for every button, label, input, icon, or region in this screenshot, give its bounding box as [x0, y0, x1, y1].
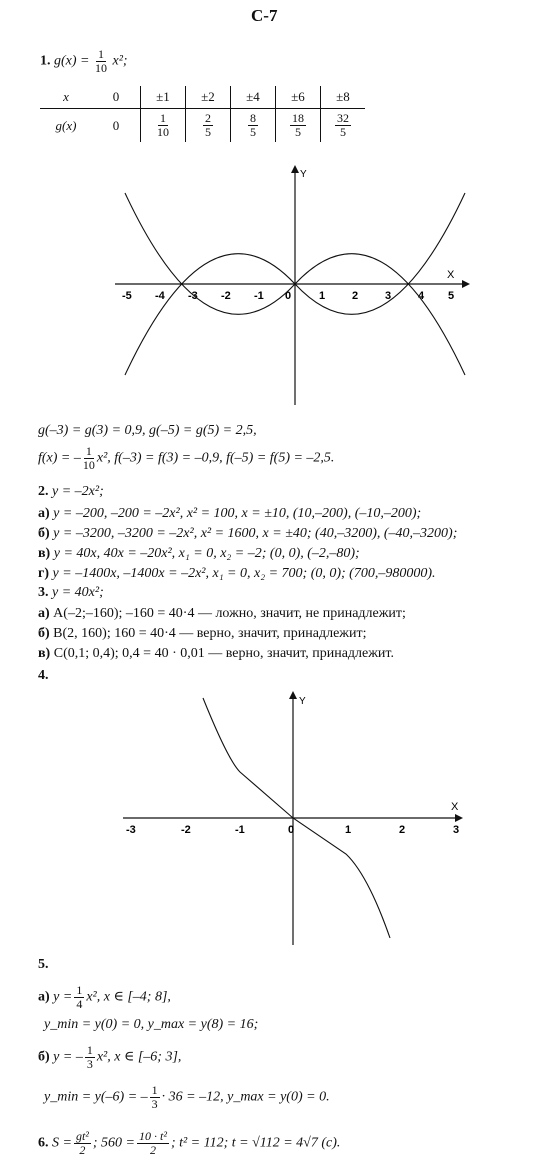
parabola-graph: [110, 165, 470, 410]
x-tick-label: -3: [126, 824, 136, 836]
x-axis-label: X: [447, 269, 455, 281]
table-g-cell: $\frac{32}{5}$: [337, 111, 349, 139]
problem-1-number: 1.: [40, 53, 51, 69]
x-axis-arrow: [455, 814, 463, 822]
problem-1-function: [40, 48, 128, 75]
values-table: [40, 86, 365, 142]
table-g-cell: $\frac{8}{5}$: [231, 109, 276, 143]
table-g-cell: $\frac{18}{5}$: [276, 109, 321, 143]
x-tick-label: 2: [399, 824, 406, 836]
func-left: g(x) =: [54, 53, 90, 69]
func-right: x²;: [112, 53, 128, 69]
x-tick-label: 3: [385, 290, 392, 302]
x-tick-label: 1: [345, 824, 352, 836]
y-axis-label: Y: [300, 169, 307, 180]
x-tick-label: 4: [418, 290, 425, 302]
problem-5-a: а) y = $\frac{1}{4}$ x², x ∈ [–4; 8],: [38, 983, 171, 1011]
y-axis-arrow: [289, 691, 297, 699]
problem-2-item-v: в) y = 40x, 40x = –20x², x₁ = 0, x₂ = –2; (0, 0), (–2,–80);: [38, 546, 360, 561]
problem-2-head: 2. y = –2x²;: [38, 484, 104, 499]
table-x-cell: ±2: [186, 86, 231, 109]
func-fraction: $\frac{1}{10}$: [95, 47, 107, 75]
problem-3-item-a: а) A(–2;–160); –160 = 40·4 — ложно, значит, не принадлежит;: [38, 606, 406, 621]
x-tick-label: -3: [188, 290, 198, 302]
x-tick-label: -1: [235, 824, 245, 836]
x-tick-label: -5: [122, 290, 132, 302]
x-axis-label: X: [451, 801, 459, 813]
problem-3-item-b: б) B(2, 160); 160 = 40·4 — верно, значит, принадлежит;: [38, 626, 367, 641]
y-axis-arrow: [291, 165, 299, 173]
table-x-cell: ±1: [141, 86, 186, 109]
page-title: С-7: [251, 6, 278, 25]
x-tick-label: 1: [319, 290, 326, 302]
x-tick-label: 2: [352, 290, 359, 302]
problem-2-item-b: б) y = –3200, –3200 = –2x², x² = 1600, x = ±40; (40,–3200), (–40,–3200);: [38, 526, 458, 541]
table-g-cell: $\frac{2}{5}$: [186, 109, 231, 143]
x-tick-label: -2: [181, 824, 191, 836]
x-tick-label: -1: [254, 290, 264, 302]
problem-4-number: 4.: [38, 668, 49, 683]
table-x-cell: ±4: [231, 86, 276, 109]
problem-3-head: 3. y = 40x²;: [38, 585, 104, 600]
problem-2-item-a: а) y = –200, –200 = –2x², x² = 100, x = ±10, (10,–200), (–10,–200);: [38, 506, 422, 521]
x-tick-labels: [126, 824, 459, 836]
x-tick-label: -4: [155, 290, 165, 302]
table-x-cell: 0: [92, 86, 141, 109]
x-tick-label: 3: [453, 824, 460, 836]
problem-3-item-v: в) C(0,1; 0,4); 0,4 = 40 · 0,01 — верно, значит, принадлежит.: [38, 646, 394, 661]
problem-5-number: 5.: [38, 957, 49, 972]
values-line-2: f(x) = – $\frac{1}{10}$ x², f(–3) = f(3) = –0,9, f(–5) = f(5) = –2,5.: [38, 444, 335, 472]
problem-6: 6. S = $\frac{\text{gt²}}{2}$ ; 560 = $\frac{\text{10 · t²}}{2}$ ; t² = 112; t = √112 = 4√7 (с).: [38, 1129, 341, 1157]
x-tick-label: -2: [221, 290, 231, 302]
table-x-cell: ±6: [276, 86, 321, 109]
table-g-cell: 0: [92, 109, 141, 143]
x-tick-label: 5: [448, 290, 455, 302]
problem-5-b: б) y = – $\frac{1}{3}$ x², x ∈ [–6; 3],: [38, 1043, 182, 1071]
y-axis-label: Y: [299, 696, 306, 707]
piecewise-graph: [118, 690, 468, 950]
x-axis-arrow: [462, 280, 470, 288]
problem-5-b-result: y_min = y(–6) = – $\frac{1}{3}$ · 36 = –12, y_max = y(0) = 0.: [44, 1083, 330, 1111]
table-x-cell: ±8: [336, 89, 350, 104]
problem-5-a-result: y_min = y(0) = 0, y_max = y(8) = 16;: [44, 1017, 259, 1032]
x-tick-label: 0: [285, 290, 292, 302]
table-x-label: x: [63, 89, 69, 104]
problem-2-item-g: г) y = –1400x, –1400x = –2x², x₁ = 0, x₂ = 700; (0, 0); (700,–980000).: [38, 566, 436, 581]
table-g-cell: $\frac{1}{10}$: [141, 109, 186, 143]
x-tick-label: 0: [288, 824, 295, 836]
table-g-label: g(x): [55, 117, 77, 133]
values-line-1: g(–3) = g(3) = 0,9, g(–5) = g(5) = 2,5,: [38, 423, 257, 438]
